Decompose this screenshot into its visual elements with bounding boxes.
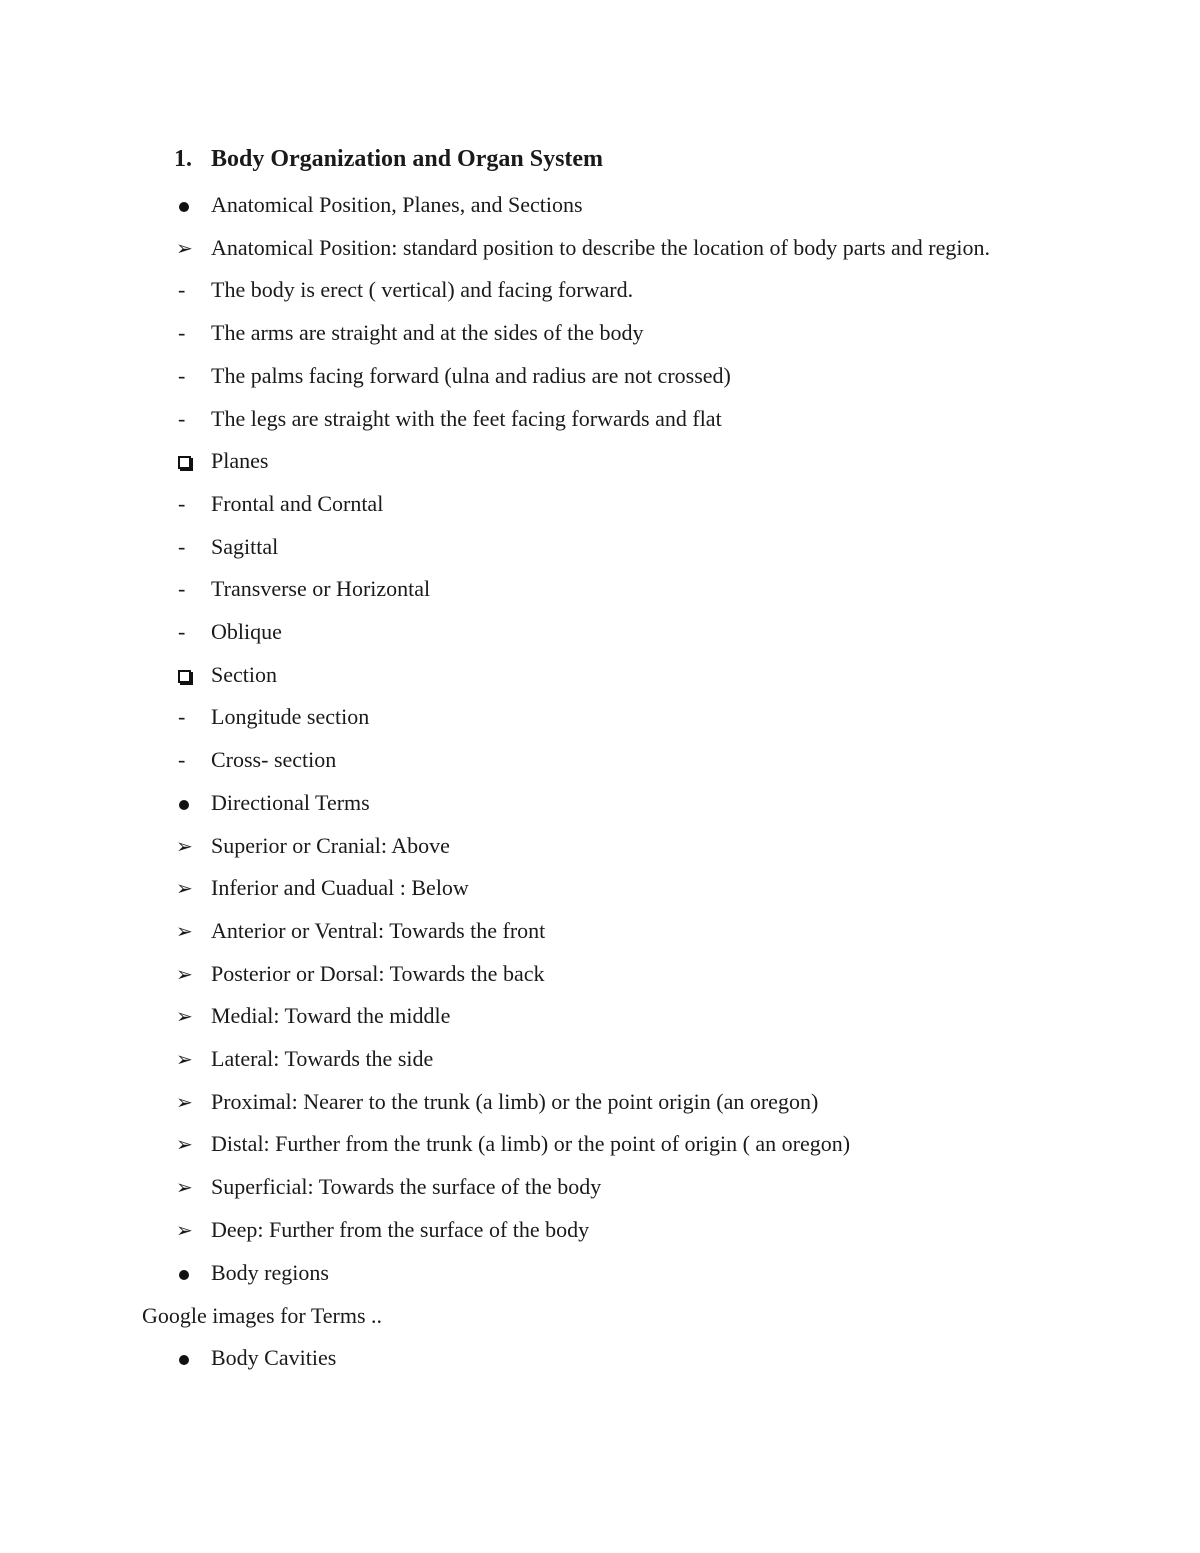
bullet-icon bbox=[174, 1259, 204, 1287]
list-item-text: Planes bbox=[211, 448, 269, 473]
note-text: Google images for Terms .. bbox=[142, 1303, 383, 1328]
arrow-bullet-icon: ➢ bbox=[176, 962, 193, 986]
list-item-text: Oblique bbox=[211, 619, 282, 644]
list-item-text: The palms facing forward (ulna and radius are not crossed) bbox=[211, 363, 731, 388]
list-item-text: Posterior or Dorsal: Towards the back bbox=[211, 961, 545, 986]
checkbox-bullet-icon bbox=[174, 447, 204, 475]
list-item-text: Anatomical Position, Planes, and Sections bbox=[211, 192, 583, 217]
dash-bullet-icon: - bbox=[178, 320, 186, 345]
dash-bullet-icon: - bbox=[178, 576, 186, 601]
heading-number: 1. bbox=[174, 146, 192, 172]
list-item-text: Cross- section bbox=[211, 747, 337, 772]
arrow-bullet-icon: ➢ bbox=[176, 1090, 193, 1114]
arrow-bullet-icon: ➢ bbox=[176, 1047, 193, 1071]
bullet-icon bbox=[174, 191, 204, 219]
list-item-text: Longitude section bbox=[211, 704, 370, 729]
list-item-text: Body Cavities bbox=[211, 1345, 337, 1370]
bullet-icon bbox=[174, 789, 204, 817]
dash-bullet-icon: - bbox=[178, 704, 186, 729]
list-item-text: Section bbox=[211, 662, 277, 687]
dash-bullet-icon: - bbox=[178, 534, 186, 559]
checkbox-bullet-icon bbox=[174, 661, 204, 689]
list-item-text: The legs are straight with the feet facing forwards and flat bbox=[211, 406, 722, 431]
heading-title: Body Organization and Organ System bbox=[211, 146, 604, 172]
list-item-text: Inferior and Cuadual : Below bbox=[211, 875, 469, 900]
arrow-bullet-icon: ➢ bbox=[176, 1004, 193, 1028]
list-item-text: Sagittal bbox=[211, 534, 279, 559]
bullet-icon bbox=[174, 1344, 204, 1372]
list-item-text: Superficial: Towards the surface of the body bbox=[211, 1174, 602, 1199]
list-item-text: Frontal and Corntal bbox=[211, 491, 384, 516]
dash-bullet-icon: - bbox=[178, 277, 186, 302]
arrow-bullet-icon: ➢ bbox=[176, 1175, 193, 1199]
list-item-text: Distal: Further from the trunk (a limb) or the point of origin ( an oregon) bbox=[211, 1131, 851, 1156]
arrow-bullet-icon: ➢ bbox=[176, 919, 193, 943]
arrow-bullet-icon: ➢ bbox=[176, 834, 193, 858]
list-item-text: Deep: Further from the surface of the body bbox=[211, 1217, 590, 1242]
list-item-text: Anatomical Position: standard position to describe the location of body parts and region. bbox=[211, 235, 991, 260]
list-item-text: The body is erect ( vertical) and facing forward. bbox=[211, 277, 634, 302]
list-item-text: Directional Terms bbox=[211, 790, 370, 815]
list-item-text: Proximal: Nearer to the trunk (a limb) or the point origin (an oregon) bbox=[211, 1089, 819, 1114]
list-item-text: Anterior or Ventral: Towards the front bbox=[211, 918, 546, 943]
dash-bullet-icon: - bbox=[178, 491, 186, 516]
list-item-text: Transverse or Horizontal bbox=[211, 576, 431, 601]
list-item-text: Superior or Cranial: Above bbox=[211, 833, 450, 858]
list-item-text: Body regions bbox=[211, 1260, 329, 1285]
list-item-text: Medial: Toward the middle bbox=[211, 1003, 451, 1028]
arrow-bullet-icon: ➢ bbox=[176, 876, 193, 900]
dash-bullet-icon: - bbox=[178, 406, 186, 431]
list-item-text: Lateral: Towards the side bbox=[211, 1046, 434, 1071]
arrow-bullet-icon: ➢ bbox=[176, 1218, 193, 1242]
arrow-bullet-icon: ➢ bbox=[176, 1132, 193, 1156]
dash-bullet-icon: - bbox=[178, 747, 186, 772]
list-item-text: The arms are straight and at the sides of the body bbox=[211, 320, 644, 345]
dash-bullet-icon: - bbox=[178, 363, 186, 388]
dash-bullet-icon: - bbox=[178, 619, 186, 644]
arrow-bullet-icon: ➢ bbox=[176, 236, 193, 260]
